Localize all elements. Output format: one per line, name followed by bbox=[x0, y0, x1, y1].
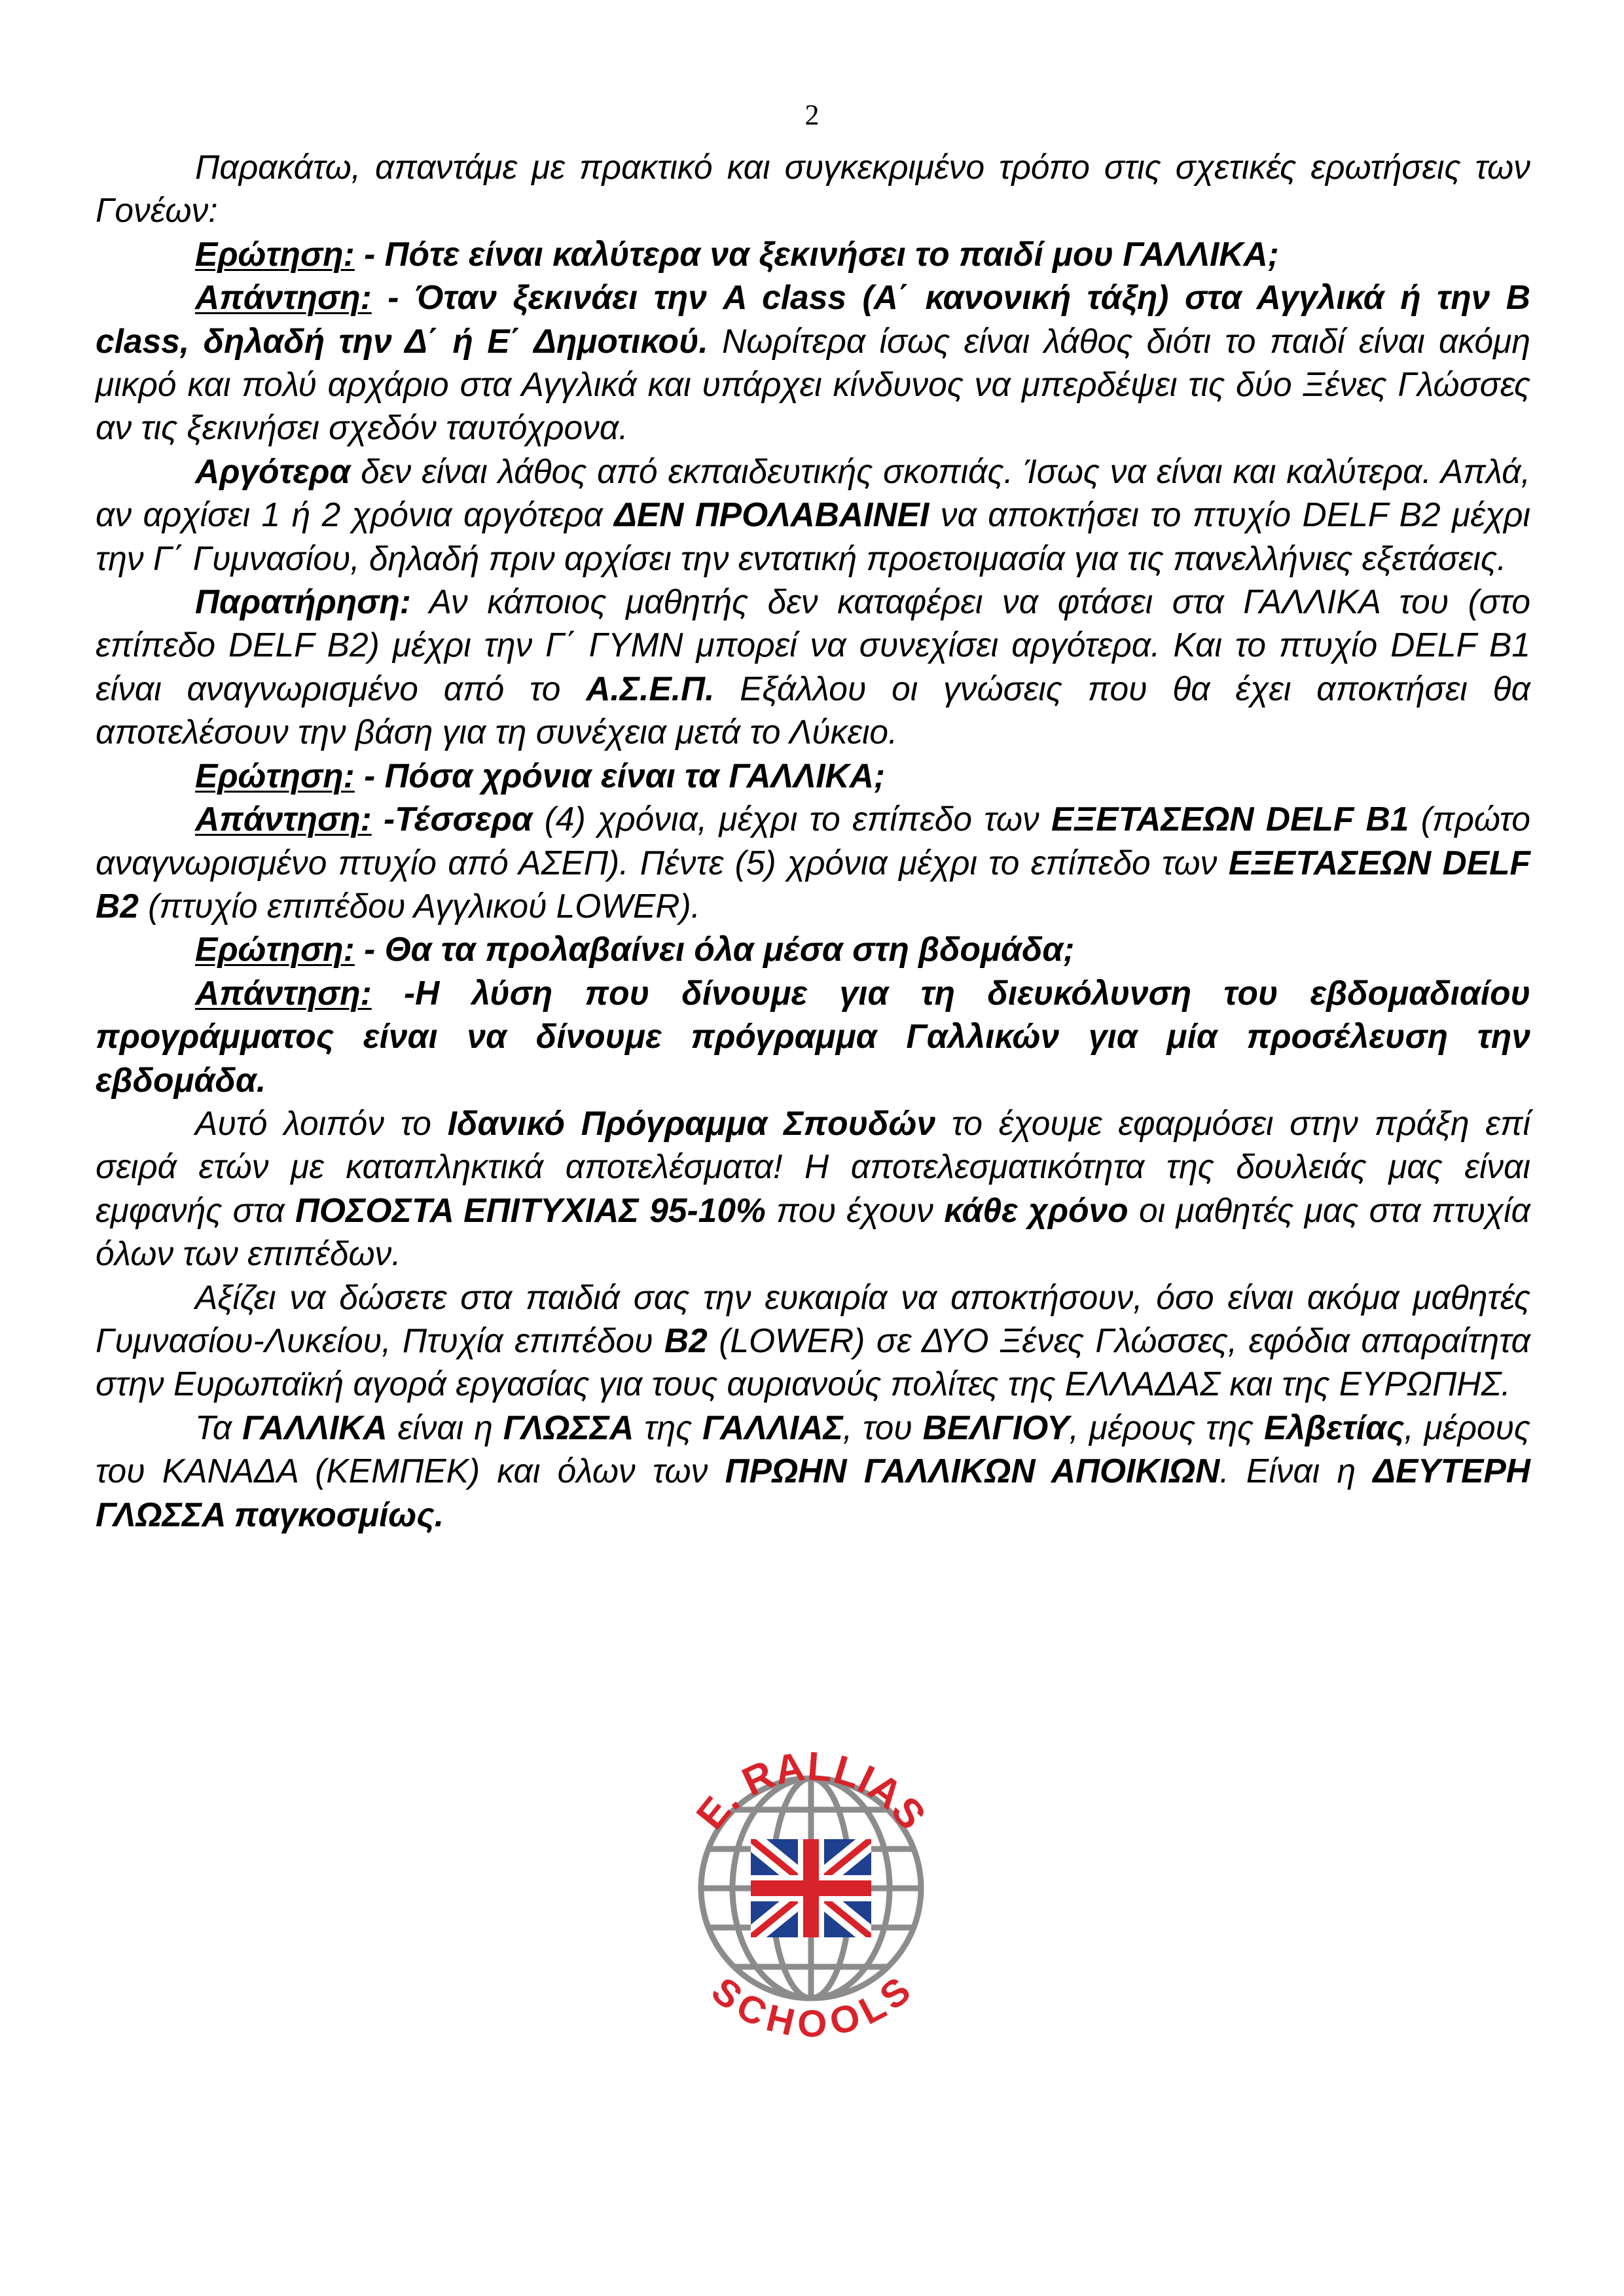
text-run: να αποκτήσει το πτυχίο DELF B2 μέχρι την Γ΄ Γυμνασίου, δηλαδή πριν αρχίσει την εντατική προετοιμασία για τις πανελλήνιες εξετάσεις. bbox=[96, 495, 1530, 577]
paragraph bbox=[96, 580, 1530, 754]
text-run: Αξίζει να δώσετε στα παιδιά σας την ευκαιρία να αποκτήσουν, όσο είναι ακόμα μαθητές Γυμνασίου-Λυκείου, Πτυχία επιπέδου bbox=[96, 1278, 1530, 1359]
text-run: - Πότε είναι καλύτερα να ξεκινήσει το παιδί μου ΓΑΛΛΙΚΑ; bbox=[354, 234, 1279, 273]
text-run: είναι η bbox=[387, 1408, 503, 1446]
text-run: ΕΞΕΤΑΣΕΩΝ DELF B1 bbox=[1051, 800, 1409, 838]
text-run: , του bbox=[842, 1408, 923, 1446]
page-number: 2 bbox=[804, 99, 820, 131]
text-run: . Είναι η bbox=[1219, 1452, 1373, 1490]
paragraph bbox=[96, 927, 1530, 971]
paragraph bbox=[96, 797, 1530, 927]
text-run: δεν είναι λάθος από εκπαιδευτικής σκοπιάς. Ίσως να είναι και καλύτερα. Απλά, αν αρχίσει 1 ή 2 χρόνια αργότερα bbox=[96, 452, 1530, 534]
text-run: (LOWER) σε ΔΥΟ Ξένες Γλώσσες, εφόδια απαραίτητα στην Ευρωπαϊκή αγορά εργασίας για τους αυριανούς πολίτες της ΕΛΛΑΔΑΣ και της ΕΥΡΩΠΗΣ. bbox=[96, 1321, 1531, 1403]
text-run: (πτυχίο επιπέδου Αγγλικού LOWER). bbox=[138, 886, 700, 925]
paragraph bbox=[96, 232, 1530, 276]
text-run: Τα bbox=[195, 1408, 243, 1446]
text-run: -Η λύση που δίνουμε για τη διευκόλυνση του εβδομαδιαίου προγράμματος είναι να δίνουμε πρόγραμμα Γαλλικών για μία προσέλευση την εβδομάδα. bbox=[96, 973, 1530, 1099]
text-run: Ελβετίας bbox=[1264, 1408, 1405, 1446]
text-run: κάθε χρόνο bbox=[944, 1191, 1128, 1229]
text-run: , μέρους της bbox=[1069, 1408, 1265, 1446]
text-run: - Όταν ξεκινάει την A class (A΄ κανονική τάξη) στα Αγγλικά ή την B class, δηλαδή την Δ΄ ή Ε΄ Δημοτικού. bbox=[96, 278, 1530, 360]
text-run: Αυτό λοιπόν το bbox=[195, 1103, 448, 1142]
paragraph bbox=[96, 1406, 1530, 1536]
union-flag-icon bbox=[751, 1839, 871, 1937]
text-run: Απάντηση: bbox=[195, 278, 372, 317]
text-run: Ιδανικό Πρόγραμμα Σπουδών bbox=[447, 1103, 936, 1142]
paragraph bbox=[96, 971, 1530, 1102]
text-run: οι μαθητές μας στα πτυχία όλων των επιπέδων. bbox=[96, 1191, 1530, 1273]
text-run: που έχουν bbox=[765, 1191, 945, 1229]
text-run: ΒΕΛΓΙΟΥ bbox=[922, 1408, 1070, 1446]
paragraph bbox=[96, 1276, 1530, 1406]
text-run: Εξάλλου οι γνώσεις που θα έχει αποκτήσει θα αποτελέσουν την βάση για τη συνέχεια μετά το Λύκειο. bbox=[96, 669, 1530, 751]
rallias-logo-graphic bbox=[653, 1728, 969, 2049]
text-run: (4) χρόνια, μέχρι το επίπεδο των bbox=[532, 800, 1052, 838]
text-run: B2 bbox=[664, 1321, 708, 1359]
text-run: Ερώτηση: bbox=[195, 234, 355, 273]
text-run: (πρώτο αναγνωρισμένο πτυχίο από ΑΣΕΠ). Πέντε (5) χρόνια μέχρι το επίπεδο των bbox=[96, 800, 1531, 882]
paragraph bbox=[96, 754, 1530, 797]
text-run: - Πόσα χρόνια είναι τα ΓΑΛΛΙΚΑ; bbox=[354, 756, 886, 795]
paragraph bbox=[96, 450, 1530, 580]
document-body bbox=[96, 145, 1530, 1536]
text-run: Παρακάτω, απαντάμε με πρακτικό και συγκεκριμένο τρόπο στις σχετικές ερωτήσεις των Γονέων: bbox=[96, 148, 1530, 230]
text-run: ΓΑΛΛΙΑΣ bbox=[702, 1408, 843, 1446]
text-run: ΠΟΣΟΣΤΑ ΕΠΙΤΥΧΙΑΣ 95-10% bbox=[295, 1191, 766, 1229]
text-run: Απάντηση: bbox=[195, 800, 372, 838]
text-run: το έχουμε εφαρμόσει στην πράξη επί σειρά ετών με καταπληκτικά αποτελέσματα! Η αποτελεσματικότητα της δουλειάς μας είναι εμφανής στα bbox=[96, 1103, 1531, 1229]
text-run: της bbox=[634, 1408, 703, 1446]
text-run: Αν κάποιος μαθητής δεν καταφέρει να φτάσει στα ΓΑΛΛΙΚΑ του (στο επίπεδο DELF B2) μέχρι την Γ΄ ΓΥΜΝ μπορεί να συνεχίσει αργότερα. Και το πτυχίο DELF B1 είναι αναγνωρισμένο από το bbox=[96, 583, 1530, 708]
paragraph bbox=[96, 276, 1530, 450]
text-run: ΔΕΝ ΠΡΟΛΑΒΑΙΝΕΙ bbox=[614, 495, 929, 534]
text-run: Αργότερα bbox=[195, 452, 351, 490]
school-logo bbox=[653, 1728, 969, 2049]
text-run: ΔΕΥΤΕΡΗ ΓΛΩΣΣΑ παγκοσμίως. bbox=[96, 1452, 1531, 1534]
text-run: Παρατήρηση: bbox=[195, 583, 411, 621]
logo-top-text: E. RALLIAS bbox=[687, 1744, 935, 1839]
logo-bottom-text: SCHOOLS bbox=[703, 1969, 919, 2045]
text-run: - Θα τα προλαβαίνει όλα μέσα στη βδομάδα; bbox=[354, 930, 1075, 969]
text-run: ΓΑΛΛΙΚΑ bbox=[242, 1408, 388, 1446]
text-run: Ερώτηση: bbox=[195, 930, 355, 969]
paragraph bbox=[96, 145, 1530, 232]
text-run: Νωρίτερα ίσως είναι λάθος διότι το παιδί είναι ακόμη μικρό και πολύ αρχάριο στα Αγγλικά και υπάρχει κίνδυνος να μπερδέψει τις δύο Ξένες Γλώσσες αν τις ξεκινήσει σχεδόν ταυτόχρονα. bbox=[96, 321, 1530, 447]
text-run: -Τέσσερα bbox=[371, 800, 533, 838]
text-run: ΕΞΕΤΑΣΕΩΝ DELF B2 bbox=[96, 843, 1530, 925]
text-run: , μέρους του ΚΑΝΑΔΑ (ΚΕΜΠΕΚ) και όλων των bbox=[96, 1408, 1530, 1490]
text-run: Ερώτηση: bbox=[195, 756, 355, 795]
text-run: ΠΡΩΗΝ ΓΑΛΛΙΚΩΝ ΑΠΟΙΚΙΩΝ bbox=[725, 1452, 1220, 1490]
paragraph bbox=[96, 1102, 1530, 1276]
text-run: Α.Σ.Ε.Π. bbox=[586, 669, 715, 708]
text-run: Απάντηση: bbox=[195, 973, 372, 1012]
text-run: ΓΛΩΣΣΑ bbox=[503, 1408, 634, 1446]
